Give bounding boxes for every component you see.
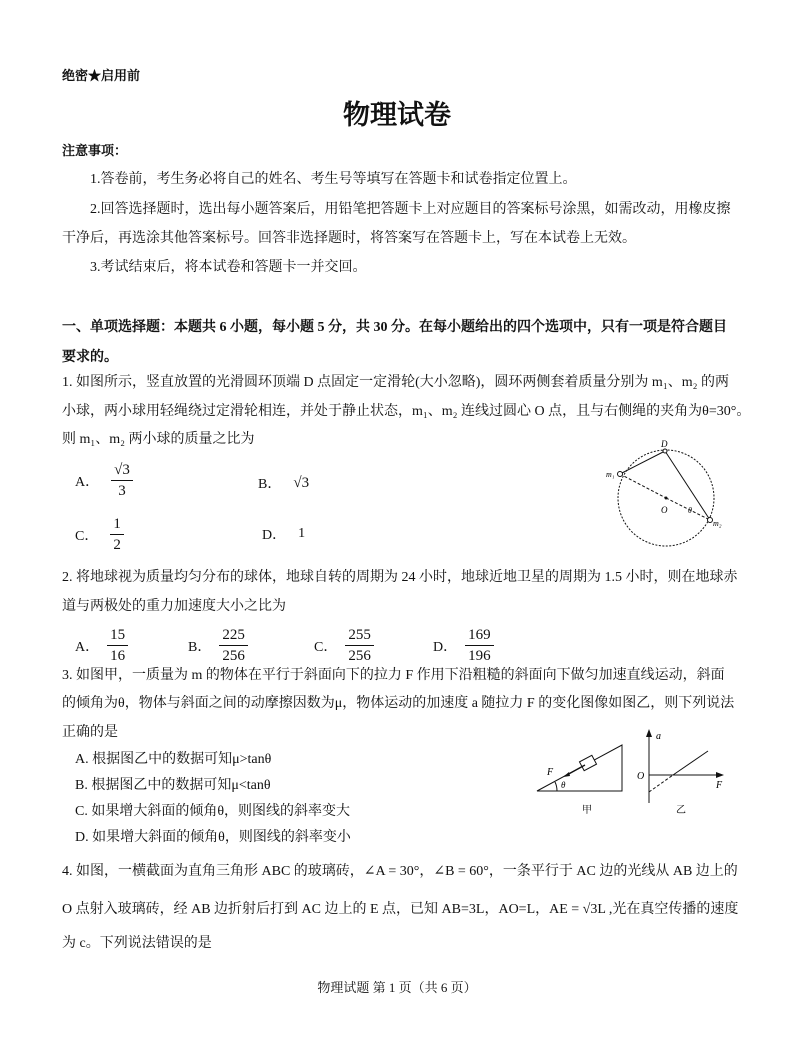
numerator: 15 [107, 625, 128, 646]
q3-figures [525, 725, 745, 820]
q1-option-a [75, 460, 133, 501]
fraction [111, 460, 133, 501]
denominator: 16 [110, 648, 126, 664]
option-value: 1 [298, 526, 306, 541]
label-o: O [637, 771, 645, 782]
q3-text: 的倾角为θ，物体与斜面之间的动摩擦因数为μ，物体运动的加速度 a 随拉力 F 的变化图像如图乙，则下列说法 [62, 696, 735, 711]
fraction [110, 514, 124, 555]
note-item: 干净后，再选涂其他答案标号。回答非选择题时，将答案写在答题卡上，写在本试卷上无效。 [62, 231, 636, 246]
option-value: √3 [293, 474, 310, 491]
label-f: F [716, 780, 723, 791]
note-item: 3.考试结束后，将本试卷和答题卡一并交回。 [90, 260, 367, 275]
page-title: 物理试卷 [343, 100, 451, 130]
fraction [465, 625, 494, 666]
label-theta: θ [561, 780, 566, 790]
denominator: 196 [468, 648, 491, 664]
note-item: 2.回答选择题时，选出每小题答案后，用铅笔把答题卡上对应题目的答案标号涂黑，如需改动，用橡皮擦 [90, 202, 731, 217]
q3-option-a: A. 根据图乙中的数据可知μ>tanθ [75, 752, 272, 767]
fraction [345, 625, 374, 666]
label-jia: 甲 [582, 805, 592, 816]
q4-text: 为 c。下列说法错误的是 [62, 936, 212, 951]
denominator: 2 [113, 537, 121, 553]
label-a: a [656, 731, 661, 742]
q2-option-c [314, 625, 374, 666]
option-label: B． [188, 639, 212, 655]
option-label: D． [262, 528, 287, 543]
option-label: C． [75, 528, 99, 544]
q1-option-b [258, 473, 309, 493]
q4-text: O 点射入玻璃砖，经 AB 边折射后打到 AC 边上的 E 点，已知 AB=3L，AO=L，AE = √3L ,光在真空传播的速度 [62, 902, 739, 917]
q3-text: 正确的是 [62, 725, 118, 740]
q3-option-d: D. 如果增大斜面的倾角θ，则图线的斜率变小 [75, 830, 351, 845]
label-theta: θ [688, 506, 692, 515]
q2-text: 道与两极处的重力加速度大小之比为 [62, 599, 286, 614]
q2-option-a [75, 625, 128, 666]
option-label: D． [433, 639, 458, 655]
numerator: √3 [111, 460, 133, 481]
q3-option-c: C. 如果增大斜面的倾角θ，则图线的斜率变大 [75, 804, 351, 819]
section-heading-cont: 要求的。 [62, 350, 118, 365]
denominator: 256 [348, 648, 371, 664]
option-label: A． [75, 639, 100, 655]
label-m2: m₂ [713, 519, 722, 528]
denominator: 3 [118, 483, 126, 499]
label-o: O [661, 505, 668, 515]
numerator: 255 [345, 625, 374, 646]
q3-text: 3. 如图甲，一质量为 m 的物体在平行于斜面向下的拉力 F 作用下沿粗糙的斜面向下做匀加速直线运动，斜面 [62, 668, 725, 683]
numerator: 169 [465, 625, 494, 646]
label-yi: 乙 [676, 805, 686, 816]
option-label: A． [75, 474, 100, 490]
denominator: 256 [222, 648, 245, 664]
q2-option-d [433, 625, 494, 666]
label-d: D [661, 439, 668, 449]
secret-label: 绝密★启用前 [62, 68, 141, 83]
option-label: B． [258, 477, 282, 492]
notes-heading: 注意事项： [62, 143, 128, 158]
q1-option-c [75, 514, 124, 555]
q1-option-d [262, 524, 305, 544]
note-item: 1.答卷前，考生务必将自己的姓名、考生号等填写在答题卡和试卷指定位置上。 [90, 172, 577, 187]
label-m1: m₁ [606, 470, 615, 479]
section-heading: 一、单项选择题：本题共 6 小题，每小题 5 分，共 30 分。在每小题给出的四个选项中，只有一项是符合题目 [62, 320, 727, 335]
fraction [219, 625, 248, 666]
numerator: 225 [219, 625, 248, 646]
q1-ring-figure [600, 436, 740, 552]
page-footer: 物理试题 第 1 页（共 6 页） [317, 980, 477, 995]
q1-text: 1. 如图所示，竖直放置的光滑圆环顶端 D 点固定一定滑轮(大小忽略)，圆环两侧套着质量分别为 m₁、m₂ 的两 [62, 375, 729, 390]
fraction [107, 625, 128, 666]
q2-text: 2. 将地球视为质量均匀分布的球体，地球自转的周期为 24 小时，地球近地卫星的周期为 1.5 小时，则在地球赤 [62, 570, 738, 585]
label-force: F [547, 767, 554, 778]
q3-option-b: B. 根据图乙中的数据可知μ<tanθ [75, 778, 271, 793]
option-label: C． [314, 639, 338, 655]
numerator: 1 [110, 514, 124, 535]
q2-option-b [188, 625, 248, 666]
q1-text: 小球，两小球用轻绳绕过定滑轮相连，并处于静止状态，m₁、m₂ 连线过圆心 O 点，且与右侧绳的夹角为θ=30°。 [62, 404, 751, 419]
q1-text: 则 m₁、m₂ 两小球的质量之比为 [62, 432, 255, 447]
q4-text: 4. 如图，一横截面为直角三角形 ABC 的玻璃砖，∠A = 30°，∠B = 60°，一条平行于 AC 边的光线从 AB 边上的 [62, 864, 738, 879]
